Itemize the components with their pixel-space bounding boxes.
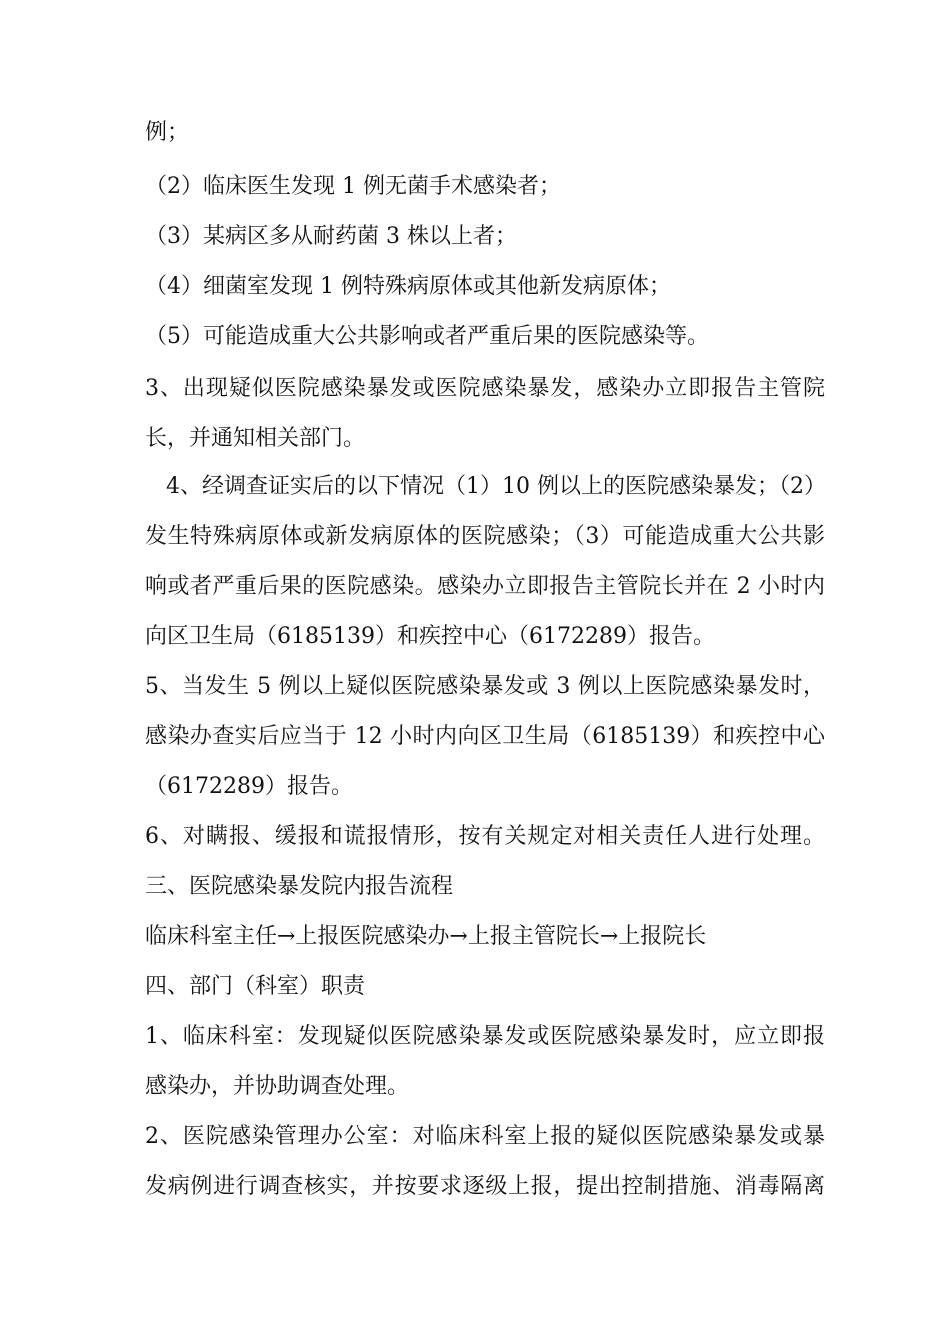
text-line-20: 感染办，并协助调查处理。 [145,1074,410,1099]
text-line-14: （6172289）报告。 [145,774,353,799]
text-line-1: 例； [145,120,190,145]
text-line-2: （2）临床医生发现 1 例无菌手术感染者； [145,174,561,199]
text-line-12: 5、当发生 5 例以上疑似医院感染暴发或 3 例以上医院感染暴发时， [145,674,825,699]
text-line-9: 发生特殊病原体或新发病原体的医院感染；（3）可能造成重大公共影 [145,524,825,549]
text-line-21: 2、医院感染管理办公室：对临床科室上报的疑似医院感染暴发或暴 [145,1124,825,1149]
text-line-6: 3、出现疑似医院感染暴发或医院感染暴发，感染办立即报告主管院 [145,376,825,401]
text-line-7: 长，并通知相关部门。 [145,426,366,451]
text-line-19: 1、临床科室：发现疑似医院感染暴发或医院感染暴发时，应立即报 [145,1024,825,1049]
section-heading-4: 四、部门（科室）职责 [145,974,366,999]
text-line-8: 4、经调查证实后的以下情况（1）10 例以上的医院感染暴发；（2） [166,474,826,499]
text-line-3: （3）某病区多从耐药菌 3 株以上者； [145,224,517,249]
text-line-10: 响或者严重后果的医院感染。感染办立即报告主管院长并在 2 小时内 [145,574,825,599]
section-heading-3: 三、医院感染暴发院内报告流程 [145,874,454,899]
text-line-15: 6、对瞒报、缓报和谎报情形，按有关规定对相关责任人进行处理。 [145,824,825,849]
text-line-4: （4）细菌室发现 1 例特殊病原体或其他新发病原体； [145,274,671,299]
report-flow-line: 临床科室主任→上报医院感染办→上报主管院长→上报院长 [145,924,707,949]
text-line-13: 感染办查实后应当于 12 小时内向区卫生局（6185139）和疾控中心 [145,724,825,749]
text-line-5: （5）可能造成重大公共影响或者严重后果的医院感染等。 [145,324,709,349]
text-line-11: 向区卫生局（6185139）和疾控中心（6172289）报告。 [145,624,715,649]
text-line-22: 发病例进行调查核实，并按要求逐级上报，提出控制措施、消毒隔离 [145,1174,825,1199]
